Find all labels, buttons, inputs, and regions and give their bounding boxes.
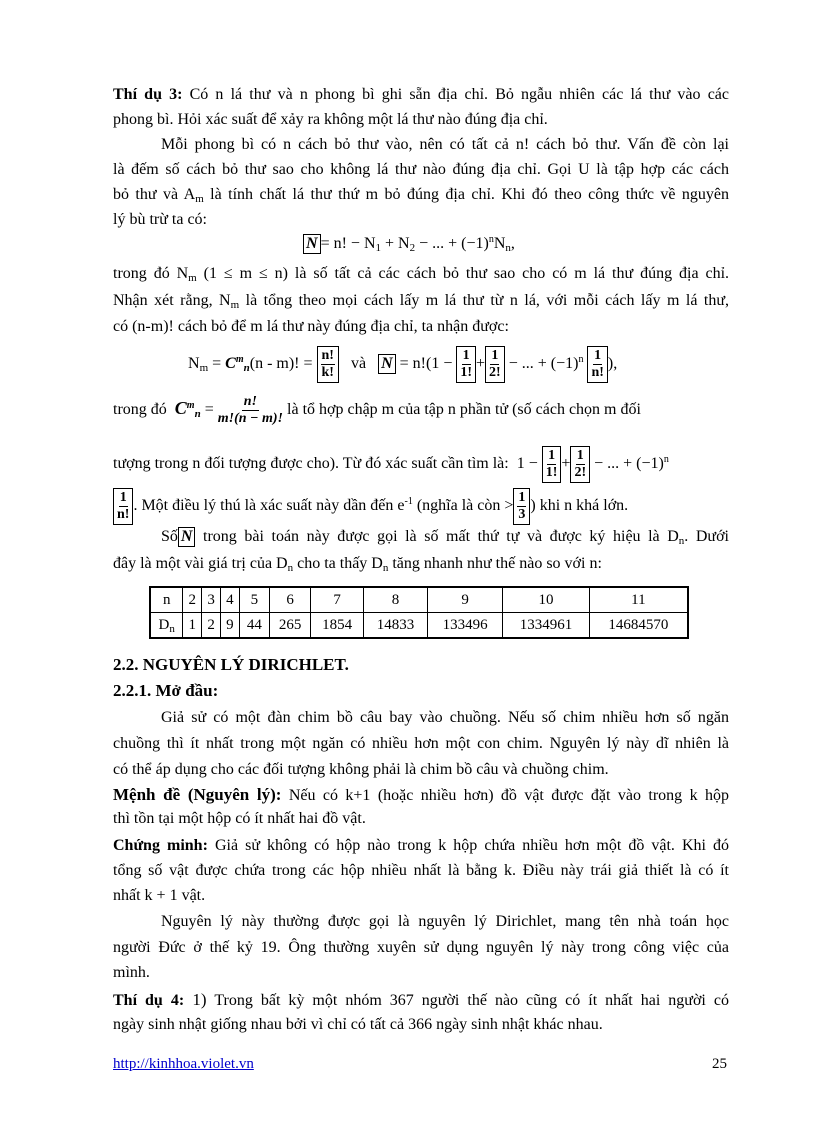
- table-cell: 9: [427, 587, 502, 613]
- paragraph-line: nhất k + 1 vật.: [113, 887, 206, 904]
- paragraph-line: chuồng thì ít nhất trong một ngăn có nhiều hơn một con chim. Nguyên lý này dĩ nhiên là: [113, 735, 729, 752]
- n-bar-box: $\overline{N}$: [303, 234, 321, 254]
- paragraph-line: Nhận xét rằng, $N_m$ là tổng theo mọi cách lấy m lá thư từ n lá, với mỗi cách lấy m lá thư,: [113, 292, 730, 311]
- table-cell: 265: [269, 613, 310, 639]
- paragraph-line: Nguyên lý này thường được gọi là nguyên lý Dirichlet, mang tên nhà toán học: [161, 913, 729, 930]
- formula-nm: $N_m = C^m_n(n - m)$! = $\frac{n!}{k!}$ và $\overline{N} = n!(1$ − $\frac{1}{1!}$ + $\frac{1}{2!}$ − ... + $(-1)^n$ $\frac{1}{n!}$ ),: [188, 344, 658, 384]
- table-cell: 9: [221, 613, 240, 639]
- table-cell: 3: [202, 587, 221, 613]
- example-label: Thí dụ 4:: [113, 992, 185, 1009]
- proof-label: Chứng minh:: [113, 837, 208, 854]
- table-cell: 1854: [311, 613, 364, 639]
- proposition: Mệnh đề (Nguyên lý): Nếu có k+1 (hoặc nhiều hơn) đồ vật được đặt vào trong k hộp: [113, 785, 729, 804]
- table-cell: 11: [589, 587, 688, 613]
- table-cell: 14833: [364, 613, 428, 639]
- fraction: $\frac{1}{n!}$: [113, 488, 133, 525]
- paragraph-line: đây là một vài giá trị của $D_n$ cho ta thấy $D_n$ tăng nhanh như thế nào so với n:: [113, 555, 602, 574]
- derangement-table: [149, 586, 689, 639]
- paragraph-line: mình.: [113, 964, 150, 981]
- section-heading: 2.2. NGUYÊN LÝ DIRICHLET.: [113, 655, 349, 674]
- paragraph-line: có (n-m)! cách bỏ để m lá thư này đúng địa chỉ, ta nhận được:: [113, 318, 509, 335]
- proof: Chứng minh: Giả sử không có hộp nào trong k hộp chứa nhiều hơn một đồ vật. Khi đó: [113, 837, 729, 854]
- table-row: [150, 613, 688, 639]
- table-cell: 10: [503, 587, 590, 613]
- paragraph-line: trong đó $N_m$ (1 ≤ m ≤ n) là số tất cả các cách bỏ thư sao cho có m lá thư đúng địa chỉ.: [113, 265, 730, 284]
- table-cell: 133496: [427, 613, 502, 639]
- probability-line: tượng trong n đối tượng được cho). Từ đó xác suất cần tìm là: 1 − $\frac{1}{1!}$ + $\frac{1}{2!}$ − ... + $(-1)^n$: [113, 446, 729, 483]
- paragraph-line: có thể áp dụng cho các đối tượng không phải là chim bồ câu và chuồng chim.: [113, 761, 609, 778]
- fraction: $\frac{1}{2!}$: [485, 346, 505, 383]
- fraction: $\frac{1}{1!}$: [456, 346, 476, 383]
- paragraph-line: thì tồn tại một hộp có ít nhất hai đồ vật.: [113, 810, 366, 827]
- example-label: Thí dụ 3:: [113, 86, 183, 103]
- paragraph-line: ngày sinh nhật giống nhau bởi vì chỉ có tất cả 366 ngày sinh nhật khác nhau.: [113, 1016, 603, 1033]
- table-cell: 44: [239, 613, 269, 639]
- n-bar-box: $\overline{N}$: [378, 354, 396, 374]
- footer-link[interactable]: http://kinhhoa.violet.vn: [113, 1056, 254, 1072]
- table-cell: 2: [183, 587, 202, 613]
- fraction: $\frac{1}{3}$: [513, 488, 530, 525]
- proposition-label: Mệnh đề (Nguyên lý):: [113, 785, 282, 804]
- paragraph-line: người Đức ở thế kỷ 19. Ông thường xuyên sử dụng nguyên lý này trong công việc của: [113, 939, 729, 956]
- table-cell: 2: [202, 613, 221, 639]
- table-cell: 14684570: [589, 613, 688, 639]
- table-row: [150, 587, 688, 613]
- paragraph-line: bỏ thư và $A_m$ là tính chất lá thư thứ m bỏ đúng địa chỉ. Khi đó theo công thức về nguyên: [113, 186, 729, 205]
- table-cell: 1: [183, 613, 202, 639]
- table-header-cell: $D_n$: [150, 613, 183, 639]
- fraction: $\frac{n!}{k!}$: [317, 346, 339, 383]
- table-cell: 7: [311, 587, 364, 613]
- paragraph-line: lý bù trừ ta có:: [113, 211, 207, 228]
- paragraph-line: Mỗi phong bì có n cách bỏ thư vào, nên có tất cả n! cách bỏ thư. Vấn đề còn lại: [161, 136, 729, 153]
- paragraph-line: tổng số vật được chứa trong các hộp nhiều nhất là bằng k. Điều này trái giả thiết là có ít: [113, 862, 729, 879]
- fraction: $\frac{1}{1!}$: [542, 446, 562, 483]
- formula-inclusion-exclusion: $\overline{N} = n$! − $N_1 + N_2$ − ... + $(-1)^nN_n$,: [303, 233, 643, 255]
- table-cell: 5: [239, 587, 269, 613]
- example-4: Thí dụ 4: 1) Trong bất kỳ một nhóm 367 người thế nào cũng có ít nhất hai người có: [113, 990, 729, 1009]
- table-cell: 8: [364, 587, 428, 613]
- fraction: $\frac{1}{n!}$: [587, 346, 607, 383]
- fraction: $\frac{1}{2!}$: [570, 446, 590, 483]
- table-cell: 1334961: [503, 613, 590, 639]
- limit-line: $\frac{1}{n!}$ . Một điều lý thú là xác suất này dần đến $e^{-1}$ (nghĩa là còn > $\frac{1}{3}$ ) khi n khá lớn.: [113, 488, 729, 525]
- paragraph-line: Số $\overline{N}$ trong bài toán này được gọi là số mất thứ tự và được ký hiệu là $D_n$. Dưới: [161, 528, 729, 547]
- paragraph-line: Giả sử có một đàn chim bồ câu bay vào chuồng. Nếu số chim nhiều hơn số ngăn: [161, 709, 729, 726]
- combination-line: trong đó $C^m_n$ = $\frac{n!}{m!(n - m)!}$ là tổ hợp chập m của tập n phần tử (số cách chọn m đối: [113, 393, 641, 426]
- table-header-cell: n: [150, 587, 183, 613]
- paragraph-line: Thí dụ 3: Có n lá thư và n phong bì ghi sẵn địa chỉ. Bỏ ngẫu nhiên các lá thư vào các: [113, 86, 729, 103]
- table-cell: 4: [221, 587, 240, 613]
- n-bar-box: $\overline{N}$: [178, 527, 196, 547]
- subsection-heading: 2.2.1. Mở đầu:: [113, 681, 219, 700]
- table-cell: 6: [269, 587, 310, 613]
- paragraph-line: phong bì. Hỏi xác suất để xảy ra không một lá thư nào đúng địa chỉ.: [113, 111, 548, 128]
- paragraph-line: là đếm số cách bỏ thư sao cho không lá thư nào đúng địa chỉ. Gọi U là tập hợp các cách: [113, 161, 729, 178]
- fraction: $\frac{n!}{m!(n - m)!}$: [217, 393, 284, 426]
- page-number: 25: [712, 1056, 727, 1072]
